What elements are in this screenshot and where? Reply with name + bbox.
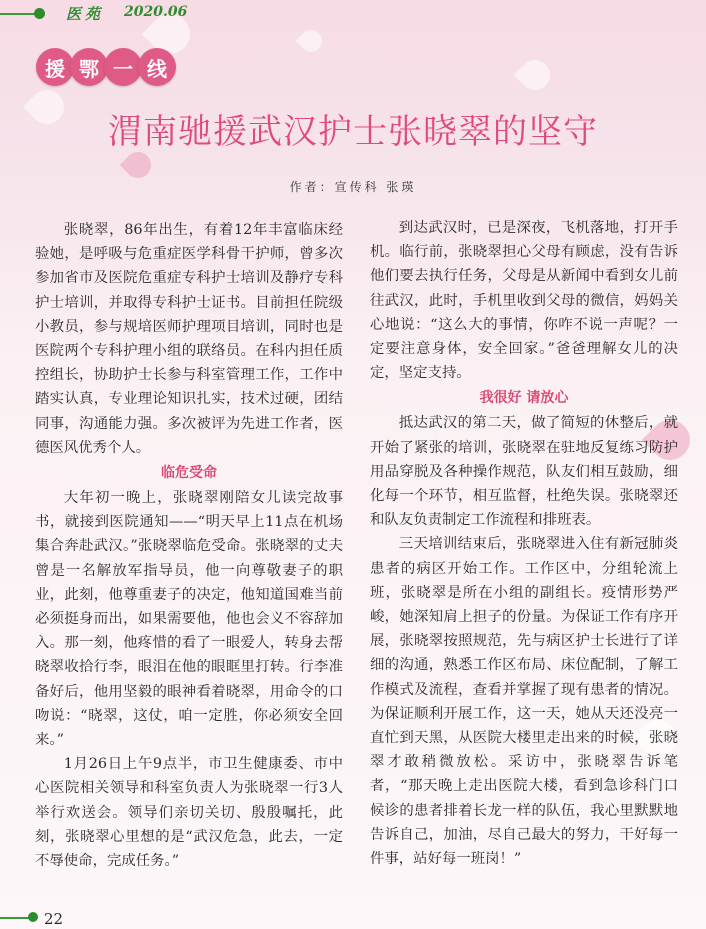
paragraph: 张晓翠，86年出生，有着12年丰富临床经验她，是呼吸与危重症医学科骨干护师，曾多次参加省市及医院危重症专科护士培训及静疗专科护士培训，并取得专科护士证书。目前担任院级小教员，参与规培医师护理项目培训，同时也是医院两个专科护理小组的联络员。在科内担任质控组长，协助护士长参与科室管理工作，工作中踏实认真，专业理论知识扎实，技术过硬，团结同事，沟通能力强。多次被评为先进工作者，医德医风优秀个人。: [35, 222, 343, 456]
paragraph: 1月26日上午9点半，市卫生健康委、市中心医院相关领导和科室负责人为张晓翠一行3人举行欢送会。领导们亲切关切、殷殷嘱托，此刻，张晓翠心里想的是“武汉危急，此去，一定不辱使命，完成任务。”: [35, 756, 343, 870]
section-char: 鄂: [70, 48, 108, 86]
paragraph: 到达武汉时，已是深夜，飞机落地，打开手机。临行前，张晓翠担心父母有顾虑，没有告诉他们要去执行任务，父母是从新闻中看到女儿前往武汉，此时，手机里收到父母的微信，妈妈关心地说：“这么大的事情，你咋不说一声呢？一定要注意身体，安全回家。”爸爸理解女儿的决定，坚定支持。: [370, 220, 678, 382]
article-author: 作者：宣传科 张瑛: [289, 180, 417, 194]
issue-date: 2020.06: [124, 4, 188, 20]
section-char: 线: [138, 48, 176, 86]
magazine-name: 医苑: [66, 5, 105, 23]
section-char: 一: [104, 48, 142, 86]
header-dot: [34, 8, 45, 19]
section-badge: [36, 48, 172, 86]
paragraph: 大年初一晚上，张晓翠刚陪女儿读完故事书，就接到医院通知——“明天早上11点在机场集合奔赴武汉。”张晓翠临危受命。张晓翠的丈夫曾是一名解放军指导员，他一向尊敬妻子的职业，此刻，他尊重妻子的决定，他知道国难当前必须挺身而出，如果需要他，他也会义不容辞加入。那一刻，他疼惜的看了一眼爱人，转身去帮晓翠收拾行李，眼泪在他的眼眶里打转。行李准备好后，他用坚毅的眼神看着晓翠，用命令的口吻说：“晓翠，这仗，咱一定胜，你必须安全回来。”: [35, 490, 343, 749]
paragraph: 抵达武汉的第二天，做了简短的休整后，就开始了紧张的培训，张晓翠在驻地反复练习防护用品穿脱及各种操作规范，队友们相互鼓励，细化每一个环节，相互监督，杜绝失误。张晓翠还和队友负责制定工作流程和排班表。: [370, 415, 678, 529]
subheading: 临危受命: [161, 465, 217, 482]
section-char: 援: [36, 48, 74, 86]
right-column: [370, 216, 678, 871]
left-column: [35, 218, 343, 873]
page-number: 22: [44, 910, 64, 928]
paragraph: 三天培训结束后，张晓翠进入住有新冠肺炎患者的病区开始工作。工作区中，分组轮流上班，张晓翠是所在小组的副组长。疫情形势严峻，她深知肩上担子的份量。为保证工作有序开展，张晓翠按照规范，先与病区护士长进行了详细的沟通，熟悉工作区布局、床位配制，了解工作模式及流程，查看并掌握了现有患者的情况。为保证顺利开展工作，这一天，她从天还没亮一直忙到天黑，从医院大楼里走出来的时候，张晓翠才敢稍微放松。采访中，张晓翠告诉笔者，“那天晚上走出医院大楼，看到急诊科门口候诊的患者排着长龙一样的队伍，我心里默默地告诉自己，加油，尽自己最大的努力，干好每一件事，站好每一班岗！”: [370, 536, 678, 868]
page-header: [0, 0, 706, 26]
petal-decoration: [514, 54, 556, 96]
petal-decoration: [295, 25, 326, 56]
article-title: 渭南驰援武汉护士张晓翠的坚守: [108, 112, 598, 152]
footer-dot: [28, 912, 38, 922]
subheading: 我很好 请放心: [479, 390, 569, 407]
